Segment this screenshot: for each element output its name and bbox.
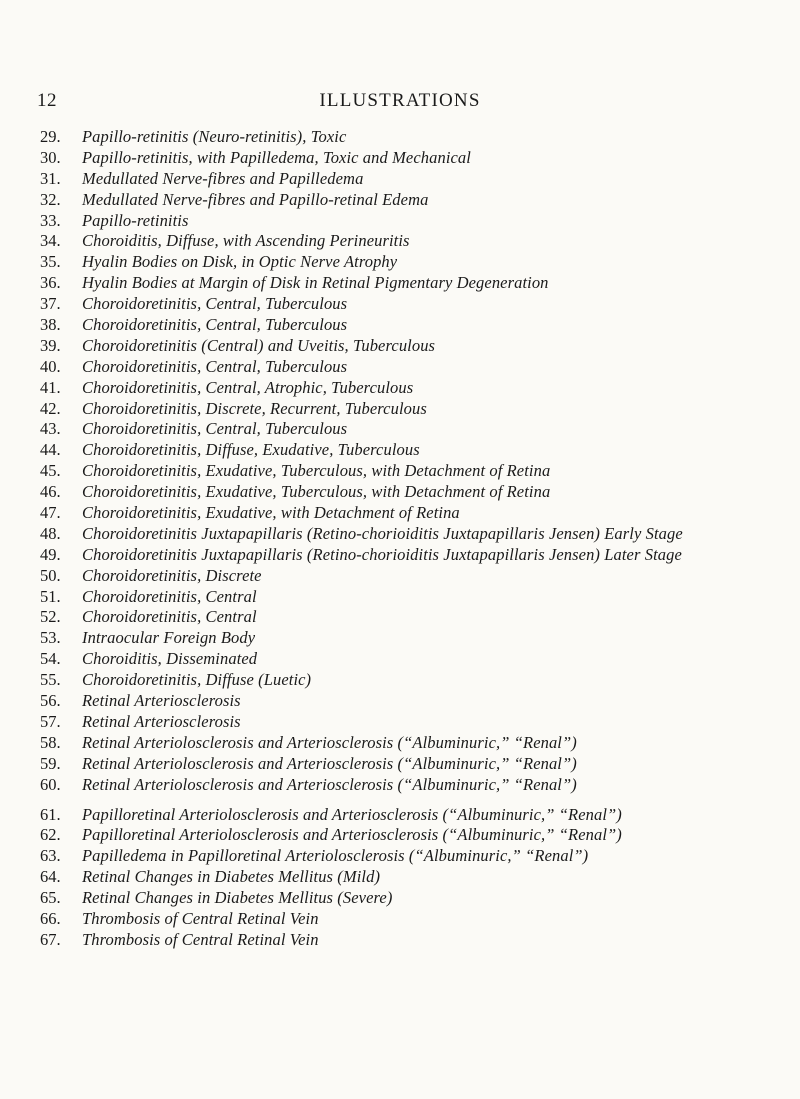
illustration-number: 38. <box>40 315 61 335</box>
illustration-title: Retinal Arteriosclerosis <box>82 691 241 711</box>
illustration-number: 36. <box>40 273 61 293</box>
illustration-number: 46. <box>40 482 61 502</box>
illustration-title: Choroidoretinitis (Central) and Uveitis, Tuberculous <box>82 335 436 355</box>
list-item <box>40 378 800 399</box>
list-item <box>40 545 800 566</box>
illustration-number: 51. <box>40 586 61 606</box>
illustration-title: Retinal Arteriolosclerosis and Arteriosclerosis (“Albuminuric,” “Renal”) <box>82 774 577 794</box>
list-item <box>40 461 800 482</box>
list-item <box>40 524 800 545</box>
illustration-title: Retinal Changes in Diabetes Mellitus (Mild) <box>82 867 381 887</box>
illustration-number: 65. <box>40 888 61 908</box>
list-item <box>40 775 800 796</box>
illustration-number: 66. <box>40 908 61 928</box>
illustration-title: Thrombosis of Central Retinal Vein <box>82 908 319 928</box>
illustration-title: Papilledema in Papilloretinal Arteriolosclerosis (“Albuminuric,” “Renal”) <box>82 846 589 866</box>
illustration-title: Papilloretinal Arteriolosclerosis and Arteriosclerosis (“Albuminuric,” “Renal”) <box>82 825 622 845</box>
illustration-number: 43. <box>40 419 61 439</box>
illustration-title: Medullated Nerve-fibres and Papillo-retinal Edema <box>82 189 429 209</box>
illustration-title: Retinal Arteriolosclerosis and Arteriosclerosis (“Albuminuric,” “Renal”) <box>82 732 577 752</box>
illustration-title: Choroidoretinitis, Discrete <box>82 565 262 585</box>
illustration-title: Medullated Nerve-fibres and Papilledema <box>82 168 364 188</box>
list-item <box>40 909 800 930</box>
illustration-number: 35. <box>40 252 61 272</box>
list-item <box>40 733 800 754</box>
illustration-number: 58. <box>40 732 61 752</box>
illustration-number: 53. <box>40 628 61 648</box>
illustration-number: 63. <box>40 846 61 866</box>
illustration-number: 54. <box>40 649 61 669</box>
illustration-number: 52. <box>40 607 61 627</box>
illustration-title: Choroidoretinitis, Diffuse (Luetic) <box>82 670 312 690</box>
illustration-number: 59. <box>40 753 61 773</box>
illustration-number: 34. <box>40 231 61 251</box>
illustration-title: Choroidoretinitis, Central, Tuberculous <box>82 419 348 439</box>
running-head: ILLUSTRATIONS <box>319 90 481 111</box>
list-item <box>40 440 800 461</box>
illustration-title: Intraocular Foreign Body <box>82 628 256 648</box>
illustration-title: Choroidoretinitis, Central, Tuberculous <box>82 294 348 314</box>
illustration-number: 33. <box>40 210 61 230</box>
illustration-number: 45. <box>40 461 61 481</box>
illustration-title: Choroidoretinitis, Central, Atrophic, Tuberculous <box>82 377 414 397</box>
page-number: 12 <box>37 90 57 111</box>
list-item <box>40 273 800 294</box>
illustration-number: 48. <box>40 523 61 543</box>
list-item <box>40 399 800 420</box>
list-item <box>40 336 800 357</box>
list-item <box>40 607 800 628</box>
list-item <box>40 231 800 252</box>
list-item <box>40 888 800 909</box>
illustration-title: Choroidoretinitis, Central <box>82 586 257 606</box>
list-item <box>40 482 800 503</box>
illustration-number: 50. <box>40 565 61 585</box>
list-item <box>40 670 800 691</box>
illustration-title: Retinal Changes in Diabetes Mellitus (Severe) <box>82 888 393 908</box>
list-item <box>40 691 800 712</box>
list-item <box>40 294 800 315</box>
list-item <box>40 566 800 587</box>
list-item <box>40 867 800 888</box>
illustration-number: 41. <box>40 377 61 397</box>
list-item <box>40 930 800 951</box>
illustration-number: 62. <box>40 825 61 845</box>
list-item <box>40 846 800 867</box>
illustration-title: Retinal Arteriolosclerosis and Arteriosclerosis (“Albuminuric,” “Renal”) <box>82 753 577 773</box>
illustration-number: 40. <box>40 356 61 376</box>
list-item <box>40 419 800 440</box>
illustration-title: Choroidoretinitis, Exudative, Tuberculous, with Detachment of Retina <box>82 461 551 481</box>
illustration-number: 29. <box>40 127 61 146</box>
illustration-title: Choroidoretinitis Juxtapapillaris (Retino-chorioiditis Juxtapapillaris Jensen) Later Stage <box>82 544 682 564</box>
list-item <box>40 587 800 608</box>
illustration-number: 39. <box>40 335 61 355</box>
illustration-title: Choroidoretinitis, Central <box>82 607 257 627</box>
list-item <box>40 503 800 524</box>
illustration-title: Choroidoretinitis, Central, Tuberculous <box>82 315 348 335</box>
illustration-number: 67. <box>40 929 61 949</box>
illustration-number: 56. <box>40 691 61 711</box>
illustration-number: 60. <box>40 774 61 794</box>
list-item <box>40 190 800 211</box>
illustration-title: Choroidoretinitis, Discrete, Recurrent, Tuberculous <box>82 398 427 418</box>
list-item <box>40 211 800 232</box>
illustration-number: 32. <box>40 189 61 209</box>
illustration-title: Choroidoretinitis, Exudative, Tuberculous, with Detachment of Retina <box>82 482 551 502</box>
illustration-title: Choroidoretinitis, Diffuse, Exudative, Tuberculous <box>82 440 420 460</box>
illustration-number: 57. <box>40 711 61 731</box>
illustration-number: 49. <box>40 544 61 564</box>
illustration-number: 61. <box>40 804 61 824</box>
illustration-title: Choroiditis, Diffuse, with Ascending Perineuritis <box>82 231 410 251</box>
list-item <box>40 754 800 775</box>
list-item <box>40 127 800 148</box>
list-item <box>40 649 800 670</box>
illustration-title: Papillo-retinitis (Neuro-retinitis), Toxic <box>82 127 347 146</box>
illustration-title: Papilloretinal Arteriolosclerosis and Arteriosclerosis (“Albuminuric,” “Renal”) <box>82 804 622 824</box>
list-item <box>40 148 800 169</box>
list-item <box>40 628 800 649</box>
illustration-title: Hyalin Bodies at Margin of Disk in Retinal Pigmentary Degeneration <box>82 273 549 293</box>
illustration-title: Choroidoretinitis, Central, Tuberculous <box>82 356 348 376</box>
illustration-number: 47. <box>40 503 61 523</box>
illustration-number: 42. <box>40 398 61 418</box>
illustration-number: 31. <box>40 168 61 188</box>
illustration-number: 64. <box>40 867 61 887</box>
illustration-title: Retinal Arteriosclerosis <box>82 711 241 731</box>
illustration-title: Thrombosis of Central Retinal Vein <box>82 929 319 949</box>
list-item <box>40 805 800 826</box>
illustration-title: Choroidoretinitis, Exudative, with Detachment of Retina <box>82 503 460 523</box>
list-item <box>40 712 800 733</box>
list-item <box>40 825 800 846</box>
illustration-number: 37. <box>40 294 61 314</box>
illustration-title: Choroiditis, Disseminated <box>82 649 258 669</box>
list-item <box>40 252 800 273</box>
illustration-number: 44. <box>40 440 61 460</box>
illustration-number: 30. <box>40 147 61 167</box>
list-item <box>40 315 800 336</box>
illustration-title: Choroidoretinitis Juxtapapillaris (Retino-chorioiditis Juxtapapillaris Jensen) Early Stage <box>82 523 683 543</box>
illustration-title: Papillo-retinitis <box>82 210 189 230</box>
illustration-number: 55. <box>40 670 61 690</box>
illustration-list <box>40 127 800 951</box>
illustration-title: Hyalin Bodies on Disk, in Optic Nerve Atrophy <box>82 252 398 272</box>
list-item <box>40 169 800 190</box>
list-item <box>40 357 800 378</box>
page-header <box>0 90 800 114</box>
illustration-title: Papillo-retinitis, with Papilledema, Toxic and Mechanical <box>82 147 471 167</box>
